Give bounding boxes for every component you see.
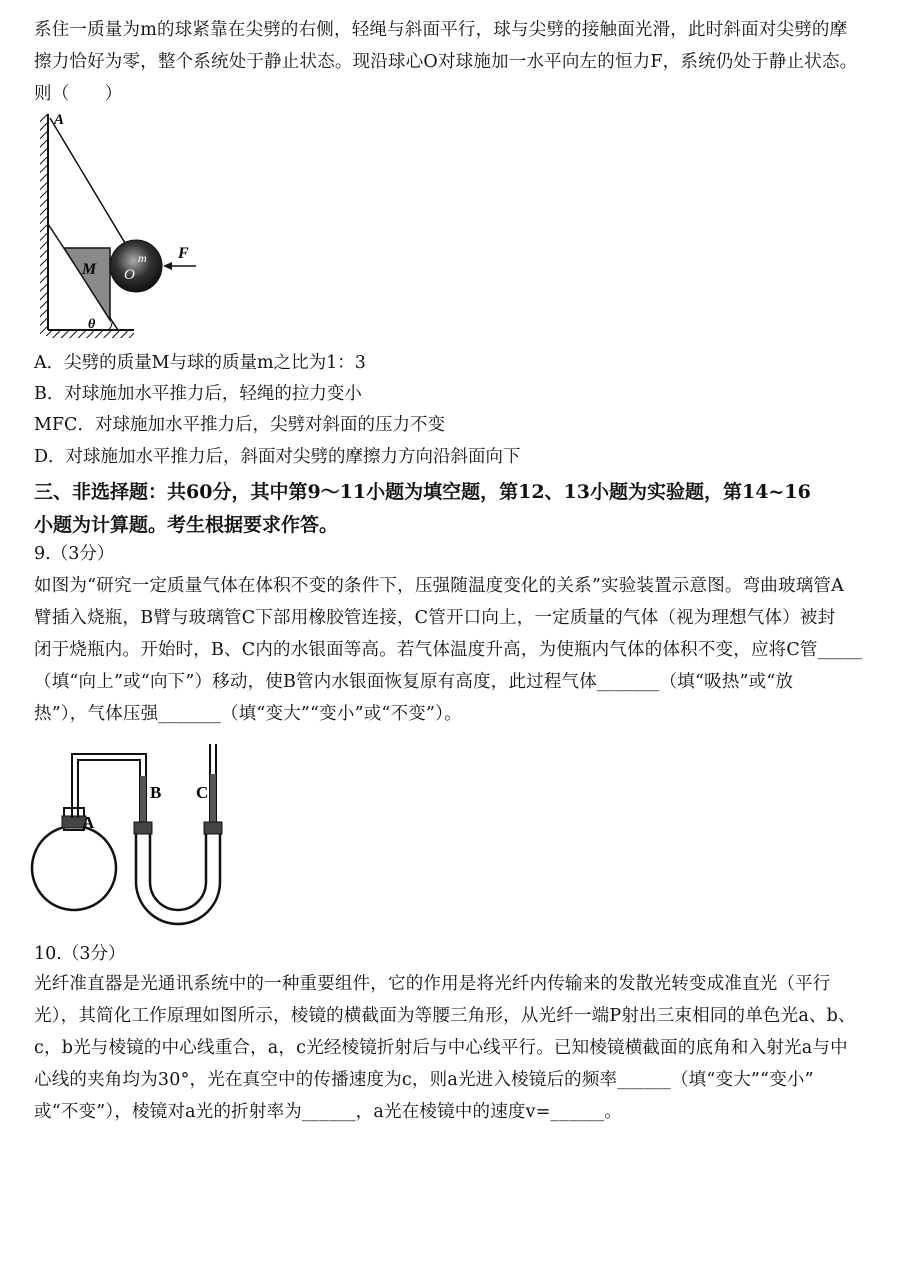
q8-stem — [34, 14, 870, 110]
q9-line-1: 如图为“研究一定质量气体在体积不变的条件下，压强随温度变化的关系”实验装置示意图。弯曲玻璃管A — [34, 576, 844, 596]
q8-option-c: MFC．对球施加水平推力后，尖劈对斜面的压力不变 — [34, 415, 445, 435]
label-a: A — [82, 813, 95, 832]
flask-utube-figure — [30, 742, 240, 932]
mercury-b — [140, 776, 146, 826]
q8-option-b: B．对球施加水平推力后，轻绳的拉力变小 — [34, 384, 362, 404]
section-3-line-1: 三、非选择题：共60分，其中第9～11小题为填空题，第12、13小题为实验题，第14~16 — [34, 481, 811, 503]
label-a: A — [54, 112, 65, 128]
q9-number: 9.（3分） — [34, 544, 115, 564]
q8-line-1: 系住一质量为m的球紧靠在尖劈的右侧，轻绳与斜面平行，球与尖劈的接触面光滑，此时斜面对尖劈的摩 — [34, 20, 848, 40]
theta-arc — [108, 321, 112, 330]
q8-line-2: 擦力恰好为零，整个系统处于静止状态。现沿球心O对球施加一水平向左的恒力F，系统仍处于静止状态。 — [34, 52, 858, 72]
ball — [110, 240, 162, 292]
q9-line-3: 闭于烧瓶内。开始时，B、C内的水银面等高。若气体温度升高，为使瓶内气体的体积不变，应将C管_____ — [34, 640, 863, 660]
wedge-ball-figure — [36, 108, 216, 340]
q9-line-5: 热”），气体压强_______（填“变大”“变小”或“不变”）。 — [34, 704, 462, 724]
label-theta: θ — [88, 317, 96, 332]
wall-hatch — [40, 114, 48, 336]
q10-stem — [34, 968, 870, 1128]
q9-stem — [34, 570, 870, 730]
q10-line-2: 光），其简化工作原理如图所示，棱镜的横截面为等腰三角形，从光纤一端P射出三束相同的单色光a、b、 — [34, 1006, 856, 1026]
q8-line-3: 则（ ） — [34, 84, 123, 104]
label-c: C — [196, 783, 209, 802]
joint-b — [134, 822, 152, 834]
label-big-m: M — [82, 261, 97, 278]
q9-line-4: （填“向上”或“向下”）移动，使B管内水银面恢复原有高度，此过程气体_______（填“吸热”或“放 — [34, 672, 794, 692]
mercury-c — [210, 774, 216, 824]
joint-c — [204, 822, 222, 834]
q10-number: 10.（3分） — [34, 944, 126, 964]
section-3-heading — [34, 476, 870, 542]
hose-inner — [150, 834, 206, 910]
q8-option-d: D．对球施加水平推力后，斜面对尖劈的摩擦力方向沿斜面向下 — [34, 447, 521, 467]
q10-line-4: 心线的夹角均为30°，光在真空中的传播速度为c，则a光进入棱镜后的频率______（填“变大”“变小” — [34, 1070, 814, 1090]
q9-line-2: 臂插入烧瓶，B臂与玻璃管C下部用橡胶管连接，C管开口向上，一定质量的气体（视为理想气体）被封 — [34, 608, 836, 628]
q10-line-5: 或“不变”），棱镜对a光的折射率为______，a光在棱镜中的速度v=______。 — [34, 1102, 622, 1122]
force-arrow-head — [163, 262, 172, 270]
wedge-triangle — [64, 248, 110, 320]
label-o: O — [124, 267, 135, 283]
q8-option-a: A．尖劈的质量M与球的质量m之比为1：3 — [34, 353, 366, 373]
label-small-m: m — [138, 251, 147, 265]
q10-line-3: c，b光与棱镜的中心线重合，a，c光经棱镜折射后与中心线平行。已知棱镜横截面的底角和入射光a与中 — [34, 1038, 848, 1058]
label-b: B — [150, 783, 162, 802]
q10-line-1: 光纤准直器是光通讯系统中的一种重要组件，它的作用是将光纤内传输来的发散光转变成准直光（平行 — [34, 974, 831, 994]
section-3-line-2: 小题为计算题。考生根据要求作答。 — [34, 514, 339, 536]
label-f: F — [178, 245, 189, 262]
flask-body — [32, 826, 116, 910]
